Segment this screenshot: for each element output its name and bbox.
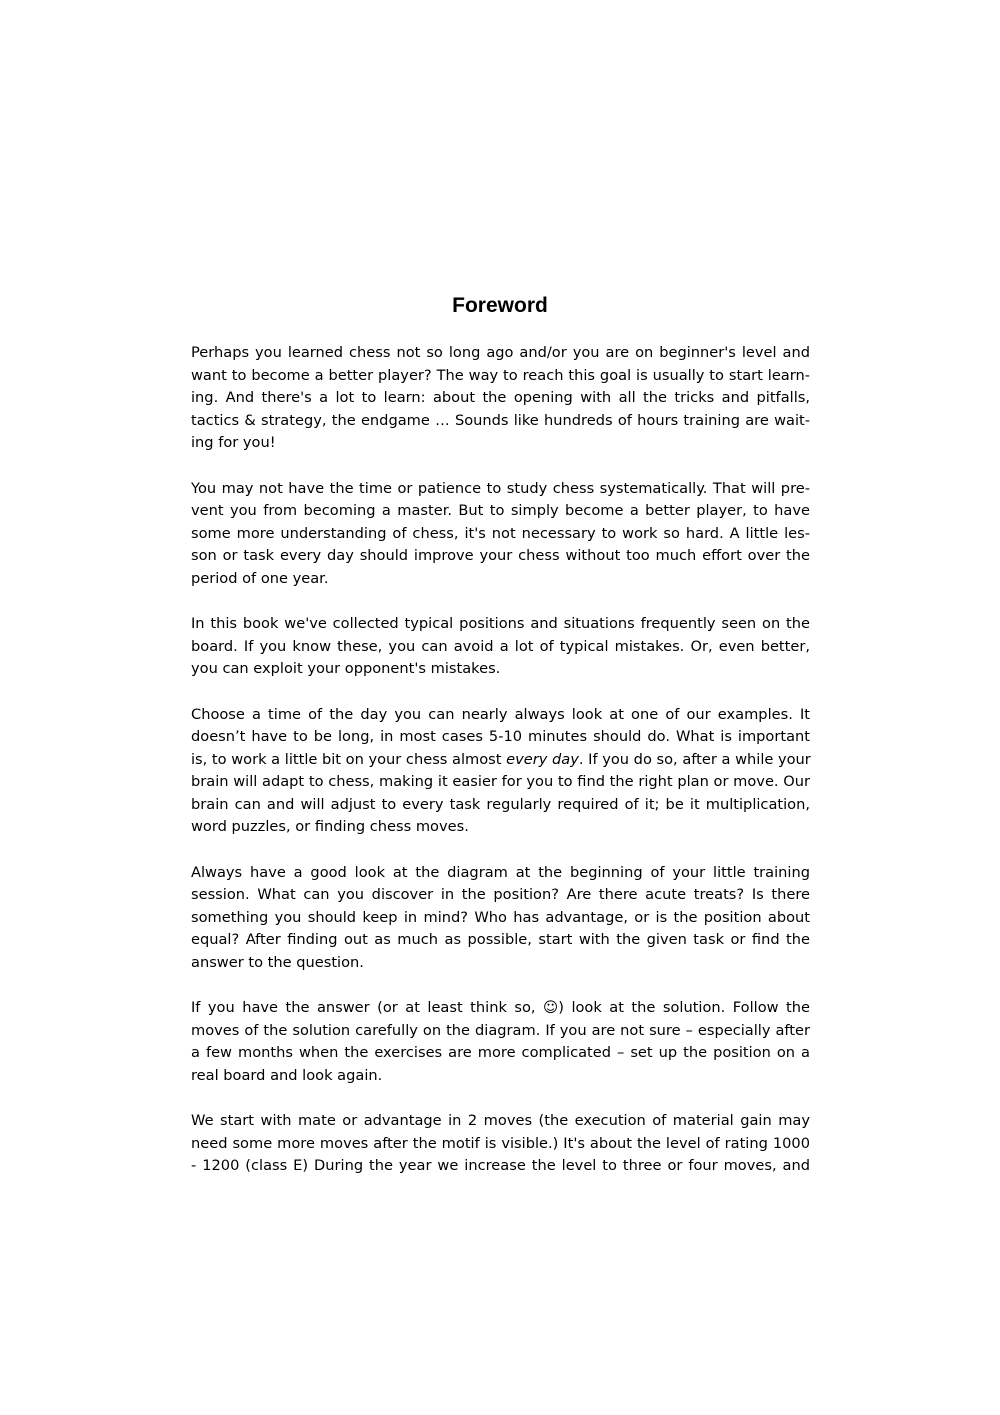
paragraph-1 — [191, 342, 810, 455]
text-line: Perhaps you learned chess not so long ago and/or you are on beginner's level and — [191, 344, 810, 361]
text-line: board. If you know these, you can avoid a lot of typical mistakes. Or, even better, — [191, 637, 810, 655]
paragraph-3 — [191, 613, 810, 681]
text-line: - 1200 (class E) During the year we increase the level to three or four moves, and — [191, 1157, 810, 1175]
text-line: In this book we've collected typical positions and situations frequently seen on the — [191, 615, 810, 633]
text-line: vent you from becoming a master. But to simply become a better player, to have — [191, 502, 810, 520]
text-line: If you have the answer (or at least think so, ☺) look at the solution. Follow the — [191, 999, 810, 1017]
text-line: word puzzles, or finding chess moves. — [191, 818, 469, 836]
text-line: tactics & strategy, the endgame … Sounds like hundreds of hours training are wait- — [191, 411, 810, 429]
emphasis-every-day: every day — [506, 750, 579, 768]
text-line: real board and look again. — [191, 1067, 383, 1084]
text-line: period of one year. — [191, 569, 329, 587]
text-line: need some more moves after the motif is visible.) It's about the level of rating 1000 — [191, 1134, 810, 1152]
text-line: son or task every day should improve your chess without too much effort over the — [191, 547, 810, 565]
paragraph-4 — [191, 704, 810, 840]
text-line: doesn’t have to be long, in most cases 5-10 minutes should do. What is important — [191, 728, 810, 746]
text-line: want to become a better player? The way to reach this goal is usually to start learn- — [191, 366, 810, 384]
text-line-with-emphasis — [191, 749, 810, 772]
text-segment: . If you do so, after a while your — [578, 750, 811, 768]
text-line: session. What can you discover in the position? Are there acute treats? Is there — [191, 886, 810, 904]
paragraph-5 — [191, 862, 810, 975]
text-line: brain can and will adjust to every task regularly required of it; be it multiplication, — [191, 795, 810, 813]
page-title: Foreword — [452, 294, 548, 317]
text-line: Always have a good look at the diagram at the beginning of your little training — [191, 863, 810, 881]
text-line: We start with mate or advantage in 2 moves (the execution of material gain may — [191, 1112, 810, 1130]
text-line: some more understanding of chess, it's not necessary to work so hard. A little les- — [191, 524, 810, 542]
text-line: Choose a time of the day you can nearly always look at one of our examples. It — [191, 705, 810, 723]
text-line: a few months when the exercises are more complicated – set up the position on a — [191, 1044, 810, 1062]
text-line: answer to the question. — [191, 954, 364, 972]
text-line: moves of the solution carefully on the diagram. If you are not sure – especially after — [191, 1021, 810, 1039]
text-line: something you should keep in mind? Who has advantage, or is the position about — [191, 908, 810, 926]
text-line: ing. And there's a lot to learn: about the opening with all the tricks and pitfalls, — [191, 389, 810, 407]
paragraph-7 — [191, 1110, 810, 1178]
text-segment: is, to work a little bit on your chess almost — [191, 750, 507, 768]
text-line: ing for you! — [191, 434, 276, 452]
foreword-body — [191, 342, 810, 1201]
text-line: you can exploit your opponent's mistakes. — [191, 660, 501, 678]
text-line: brain will adapt to chess, making it easier for you to find the right plan or move. Our — [191, 773, 810, 791]
text-line: You may not have the time or patience to study chess systematically. That will pre- — [191, 479, 810, 497]
paragraph-6 — [191, 997, 810, 1087]
text-line: equal? After finding out as much as possible, start with the given task or find the — [191, 931, 810, 949]
paragraph-2 — [191, 478, 810, 591]
